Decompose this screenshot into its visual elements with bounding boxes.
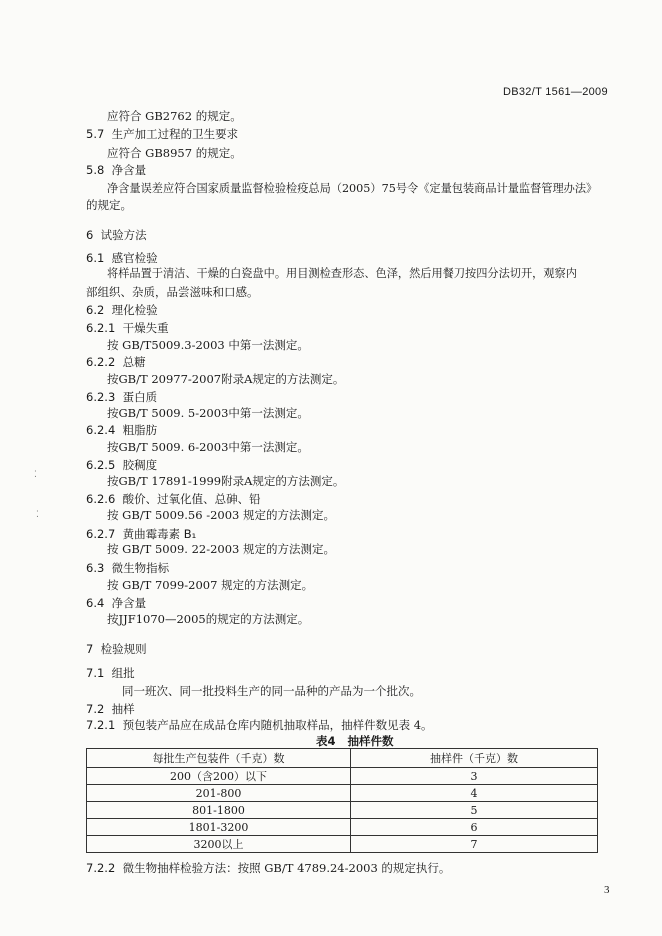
section-heading: 7.2 抽样 [86,702,135,716]
body-text: 同一班次、同一批投料生产的同一品种的产品为一个批次。 [122,684,421,698]
table-row [87,768,598,785]
table-cell: 200（含200）以下 [87,768,351,785]
subsection-heading: 6.2.1 干燥失重 [86,321,169,335]
section-heading: 5.7 生产加工过程的卫生要求 [86,127,239,141]
body-text: 部组织、杂质，品尝滋味和口感。 [86,285,259,299]
table-cell: 6 [351,819,598,836]
body-text: 按 GB/T5009.3-2003 中第一法测定。 [107,338,309,352]
chapter-heading: 6 试验方法 [86,228,147,242]
chapter-heading: 7 检验规则 [86,642,147,656]
subsection-heading: 6.2.5 胶稠度 [86,458,158,472]
body-text: 按 GB/T 5009. 22-2003 规定的方法测定。 [107,542,336,556]
table-caption: 表4 抽样件数 [316,734,394,748]
table-row [87,836,598,853]
table-row [87,785,598,802]
section-heading: 6.1 感官检验 [86,251,158,265]
body-text: 按 GB/T 7099-2007 规定的方法测定。 [107,578,314,592]
body-text: 的规定。 [86,198,132,212]
document-code: DB32/T 1561—2009 [503,86,608,98]
table-cell: 801-1800 [87,802,351,819]
column-header: 抽样件（千克）数 [351,749,598,768]
sampling-table [86,748,598,853]
table-row [87,819,598,836]
table-cell: 1801-3200 [87,819,351,836]
scan-speck: ⁚ [34,470,37,480]
section-heading: 6.3 微生物指标 [86,561,170,575]
table-cell: 5 [351,802,598,819]
subsection-heading: 6.2.3 蛋白质 [86,390,158,404]
subsection-text: 7.2.1 预包装产品应在成品仓库内随机抽取样品，抽样件数见表 4。 [86,718,433,732]
subsection-heading: 6.2.2 总糖 [86,355,146,369]
subsection-heading: 6.2.6 酸价、过氧化值、总砷、铅 [86,492,261,506]
section-heading: 5.8 净含量 [86,163,147,177]
table-row [87,802,598,819]
table-cell: 3 [351,768,598,785]
body-text: 按 GB/T 5009.56 -2003 规定的方法测定。 [107,508,336,522]
subsection-text: 7.2.2 微生物抽样检验方法：按照 GB/T 4789.24-2003 的规定执行。 [86,861,451,875]
table-header-row [87,749,598,768]
section-heading: 6.4 净含量 [86,596,147,610]
body-text: 按GB/T 17891-1999附录A规定的方法测定。 [107,474,345,488]
body-text: 按GB/T 5009. 5-2003中第一法测定。 [107,406,309,420]
column-header: 每批生产包装件（千克）数 [87,749,351,768]
table-cell: 7 [351,836,598,853]
page-number: 3 [604,884,610,896]
body-text: 应符合 GB8957 的规定。 [107,146,242,160]
body-text: 按GB/T 5009. 6-2003中第一法测定。 [107,440,309,454]
body-text: 应符合 GB2762 的规定。 [107,109,242,123]
body-text: 净含量误差应符合国家质量监督检验检疫总局（2005）75号令《定量包装商品计量监督管理办法》 [107,182,598,195]
section-heading: 6.2 理化检验 [86,303,158,317]
body-text: 按JJF1070—2005的规定的方法测定。 [107,612,310,626]
table-cell: 3200以上 [87,836,351,853]
table-cell: 201-800 [87,785,351,802]
table-cell: 4 [351,785,598,802]
subsection-heading: 6.2.7 黄曲霉毒素 B₁ [86,527,197,541]
subsection-heading: 6.2.4 粗脂肪 [86,423,158,437]
body-text: 按GB/T 20977-2007附录A规定的方法测定。 [107,372,345,386]
section-heading: 7.1 组批 [86,666,135,680]
body-text: 将样品置于清洁、干燥的白瓷盘中。用目测检查形态、色泽，然后用餐刀按四分法切开，观察内 [107,267,577,280]
scan-speck: ⁚ [36,510,39,520]
